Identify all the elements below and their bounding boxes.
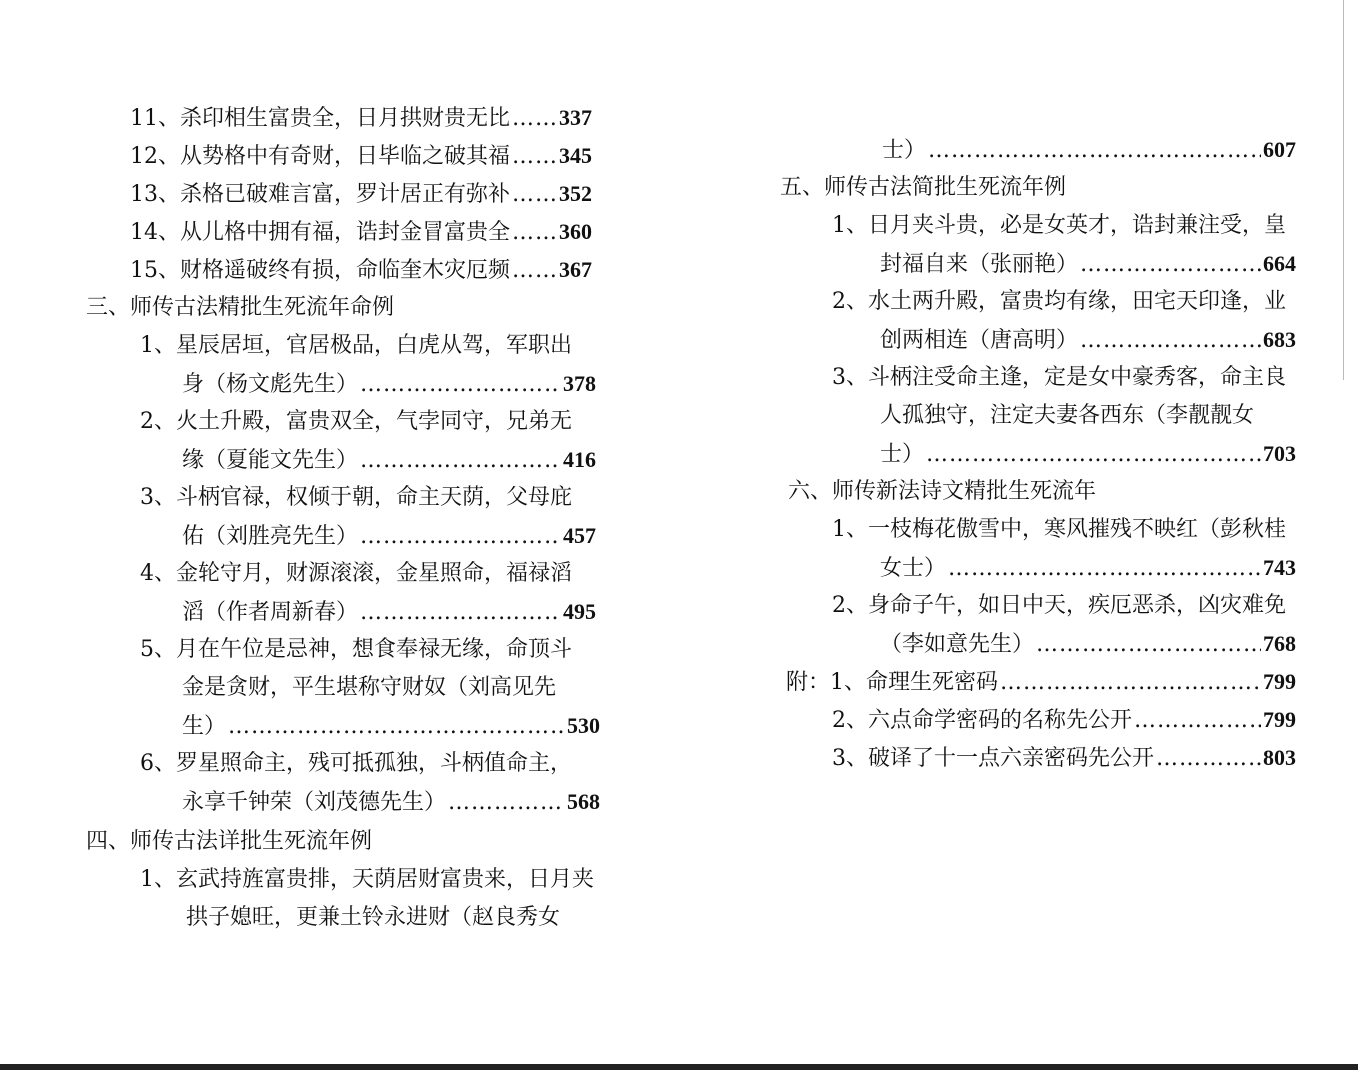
page-number: 457	[563, 523, 596, 548]
section-heading: 六、师传新法诗文精批生死流年	[788, 479, 1097, 504]
dot-leader	[360, 445, 561, 477]
toc-entry-text: 缘（夏能文先生）	[182, 448, 359, 473]
dot-leader	[1000, 667, 1261, 699]
toc-entry	[786, 666, 1296, 698]
toc-entry	[880, 248, 1296, 280]
toc-entry-text: 士）	[880, 442, 925, 467]
toc-entry-text: 附：1、命理生死密码	[786, 670, 998, 695]
toc-entry-line: 4、金轮守月，财源滚滚，金星照命，福禄滔	[140, 561, 572, 586]
toc-entry-line: 1、一枝梅花傲雪中，寒风摧残不映红（彭秋桂	[832, 517, 1286, 542]
dot-leader	[1036, 629, 1261, 661]
page-edge-line	[1343, 0, 1344, 380]
toc-entry-line: 2、水土两升殿，富贵均有缘，田宅天印逢，业	[832, 289, 1286, 314]
toc-entry	[880, 628, 1296, 660]
toc-entry-text: 13、杀格已破难言富，罗计居正有弥补	[130, 182, 510, 207]
page-number: 799	[1263, 707, 1296, 732]
toc-entry-line: 金是贪财，平生堪称守财奴（刘高见先	[182, 675, 557, 700]
page-number: 664	[1263, 251, 1296, 276]
toc-entry	[880, 552, 1296, 584]
toc-entry-text: （李如意先生）	[880, 632, 1035, 657]
toc-entry-line: 2、身命子午，如日中天，疾厄恶杀，凶灾难免	[832, 593, 1286, 618]
toc-entry	[182, 710, 600, 742]
page-number: 799	[1263, 669, 1296, 694]
dot-leader	[512, 141, 557, 173]
toc-entry	[832, 742, 1296, 774]
toc-entry-line: 拱子媳旺，更兼土铃永进财（赵良秀女	[186, 905, 561, 930]
dot-leader	[1156, 743, 1261, 775]
section-heading: 五、师传古法简批生死流年例	[780, 175, 1067, 200]
toc-entry-text: 14、从儿格中拥有福，诰封金冒富贵全	[130, 220, 510, 245]
page-number: 352	[559, 181, 592, 206]
toc-entry	[182, 786, 600, 818]
toc-entry	[130, 216, 592, 248]
toc-entry-text: 创两相连（唐高明）	[880, 328, 1079, 353]
page-number: 568	[567, 789, 600, 814]
toc-entry	[130, 254, 592, 286]
page-number: 703	[1263, 441, 1296, 466]
dot-leader	[512, 103, 557, 135]
section-heading: 三、师传古法精批生死流年命例	[86, 295, 395, 320]
page-number: 607	[1263, 137, 1296, 162]
toc-entry-line: 1、星辰居垣，官居极品，白虎从驾，军职出	[140, 333, 572, 358]
dot-leader	[1134, 705, 1261, 737]
toc-entry-text: 3、破译了十一点六亲密码先公开	[832, 746, 1154, 771]
dot-leader	[228, 711, 565, 743]
page-number: 768	[1263, 631, 1296, 656]
page-number: 803	[1263, 745, 1296, 770]
toc-entry	[130, 178, 592, 210]
toc-entry	[882, 134, 1296, 166]
toc-entry-text: 士）	[882, 138, 927, 163]
toc-entry	[182, 596, 596, 628]
page-number: 378	[563, 371, 596, 396]
toc-entry	[832, 704, 1296, 736]
dot-leader	[360, 597, 561, 629]
toc-entry	[182, 368, 596, 400]
dot-leader	[360, 369, 561, 401]
toc-entry-text: 佑（刘胜亮先生）	[182, 524, 359, 549]
page-number: 743	[1263, 555, 1296, 580]
page-number: 345	[559, 143, 592, 168]
toc-entry-text: 11、杀印相生富贵全，日月拱财贵无比	[130, 106, 510, 131]
bottom-border	[0, 1064, 1358, 1070]
page-number: 360	[559, 219, 592, 244]
toc-entry	[880, 324, 1296, 356]
dot-leader	[512, 255, 557, 287]
toc-entry-text: 12、从势格中有奇财，日毕临之破其福	[130, 144, 510, 169]
toc-entry-line: 6、罗星照命主，残可抵孤独，斗柄值命主，	[140, 751, 572, 776]
dot-leader	[926, 439, 1261, 471]
page-number: 416	[563, 447, 596, 472]
toc-entry	[182, 444, 596, 476]
toc-entry-line: 1、玄武持旌富贵排，天荫居财富贵来，日月夹	[140, 867, 594, 892]
toc-entry	[130, 102, 592, 134]
page-number: 337	[559, 105, 592, 130]
toc-entry-line: 2、火土升殿，富贵双全，气孛同守，兄弟无	[140, 409, 572, 434]
page-number: 367	[559, 257, 592, 282]
page-number: 683	[1263, 327, 1296, 352]
page-number: 530	[567, 713, 600, 738]
dot-leader	[1080, 325, 1261, 357]
toc-entry-line: 3、斗柄官禄，权倾于朝，命主天荫，父母庇	[140, 485, 572, 510]
toc-entry-text: 身（杨文彪先生）	[182, 372, 359, 397]
dot-leader	[1080, 249, 1261, 281]
dot-leader	[512, 217, 557, 249]
dot-leader	[948, 553, 1261, 585]
toc-entry	[130, 140, 592, 172]
page-number: 495	[563, 599, 596, 624]
toc-entry-line: 5、月在午位是忌神，想食奉禄无缘，命顶斗	[140, 637, 572, 662]
right-page	[680, 0, 1358, 1070]
section-heading: 四、师传古法详批生死流年例	[86, 829, 373, 854]
toc-entry-text: 女士）	[880, 556, 947, 581]
toc-entry-text: 封福自来（张丽艳）	[880, 252, 1079, 277]
dot-leader	[448, 787, 565, 819]
toc-entry-text: 生）	[182, 714, 227, 739]
toc-entry-line: 人孤独守，注定夫妻各西东（李靓靓女	[880, 403, 1255, 428]
toc-entry-text: 滔（作者周新春）	[182, 600, 359, 625]
toc-entry-text: 永享千钟荣（刘茂德先生）	[182, 790, 447, 815]
dot-leader	[360, 521, 561, 553]
toc-entry	[880, 438, 1296, 470]
toc-entry-text: 15、财格遥破终有损，命临奎木灾厄频	[130, 258, 510, 283]
toc-entry-text: 2、六点命学密码的名称先公开	[832, 708, 1132, 733]
dot-leader	[928, 135, 1261, 167]
toc-entry	[182, 520, 596, 552]
dot-leader	[512, 179, 557, 211]
toc-entry-line: 1、日月夹斗贵，必是女英才，诰封兼注受，皇	[832, 213, 1286, 238]
toc-entry-line: 3、斗柄注受命主逢，定是女中豪秀客，命主良	[832, 365, 1286, 390]
